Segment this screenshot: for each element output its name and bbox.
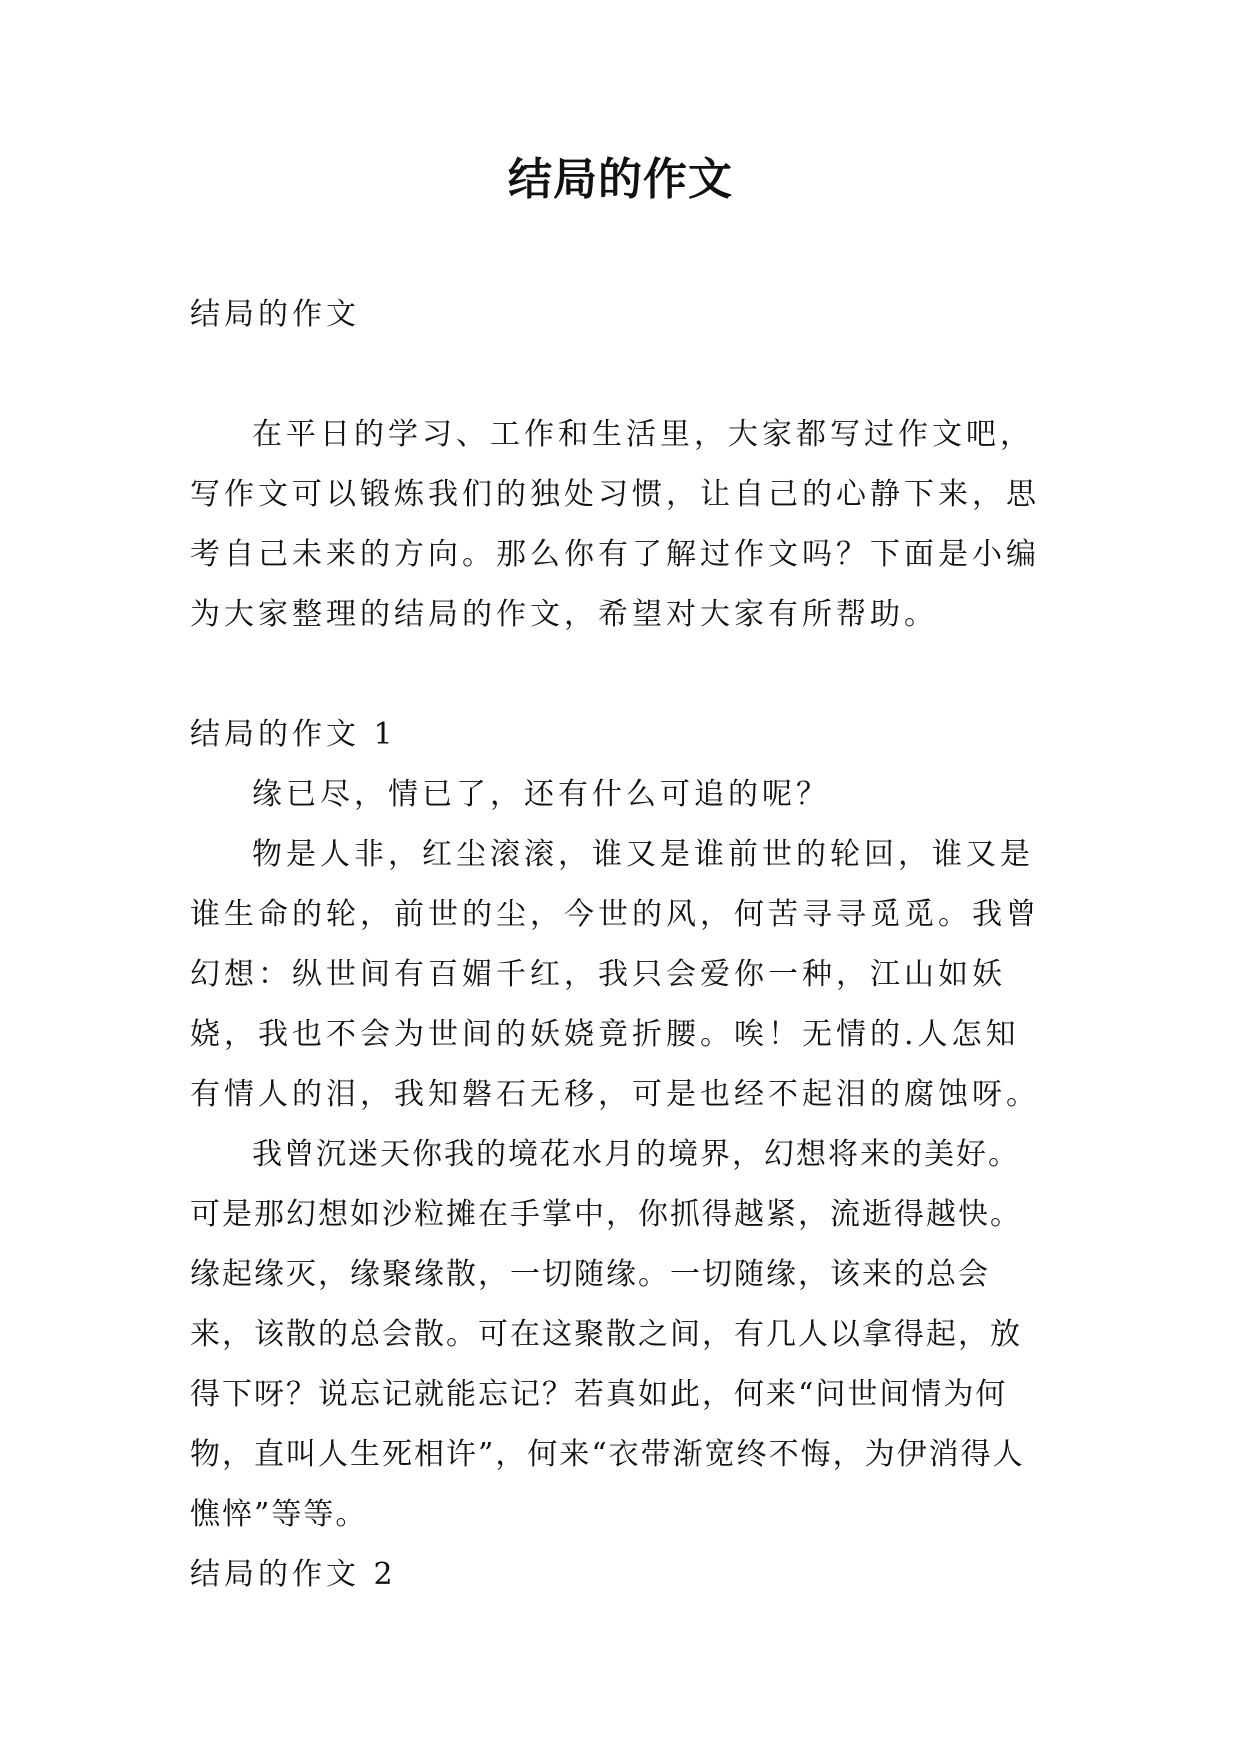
section-1-paragraph-2: 物是人非，红尘滚滚，谁又是谁前世的轮回，谁又是谁生命的轮，前世的尘，今世的风，何苦寻寻觅觅。我曾幻想：纵世间有百媚千红，我只会爱你一种，江山如妖娆，我也不会为世间的妖娆竟折腰。唉！无情的.人怎知有情人的泪，我知磐石无移，可是也经不起泪的腐蚀呀。 bbox=[190, 837, 1040, 1112]
section-2-heading: 结局的作文 2 bbox=[190, 1557, 397, 1592]
document-body bbox=[190, 285, 1050, 1605]
intro-paragraph: 在平日的学习、工作和生活里，大家都写过作文吧，写作文可以锻炼我们的独处习惯，让自己的心静下来，思考自己未来的方向。那么你有了解过作文吗？下面是小编为大家整理的结局的作文，希望对大家有所帮助。 bbox=[190, 417, 1040, 632]
section-1-paragraph-3: 我曾沉迷天你我的境花水月的境界，幻想将来的美好。可是那幻想如沙粒摊在手掌中，你抓得越紧，流逝得越快。缘起缘灭，缘聚缘散，一切随缘。一切随缘，该来的总会来，该散的总会散。可在这聚散之间，有几人以拿得起，放得下呀？说忘记就能忘记？若真如此，何来“问世间情为何物，直叫人生死相许”，何来“衣带渐宽终不悔，为伊消得人憔悴”等等。 bbox=[190, 1137, 1025, 1532]
intro-heading: 结局的作文 bbox=[190, 297, 360, 332]
document-title: 结局的作文 bbox=[508, 154, 733, 205]
section-1-paragraph-1: 缘已尽，情已了，还有什么可追的呢？ bbox=[252, 777, 830, 812]
section-1-heading: 结局的作文 1 bbox=[190, 717, 397, 752]
